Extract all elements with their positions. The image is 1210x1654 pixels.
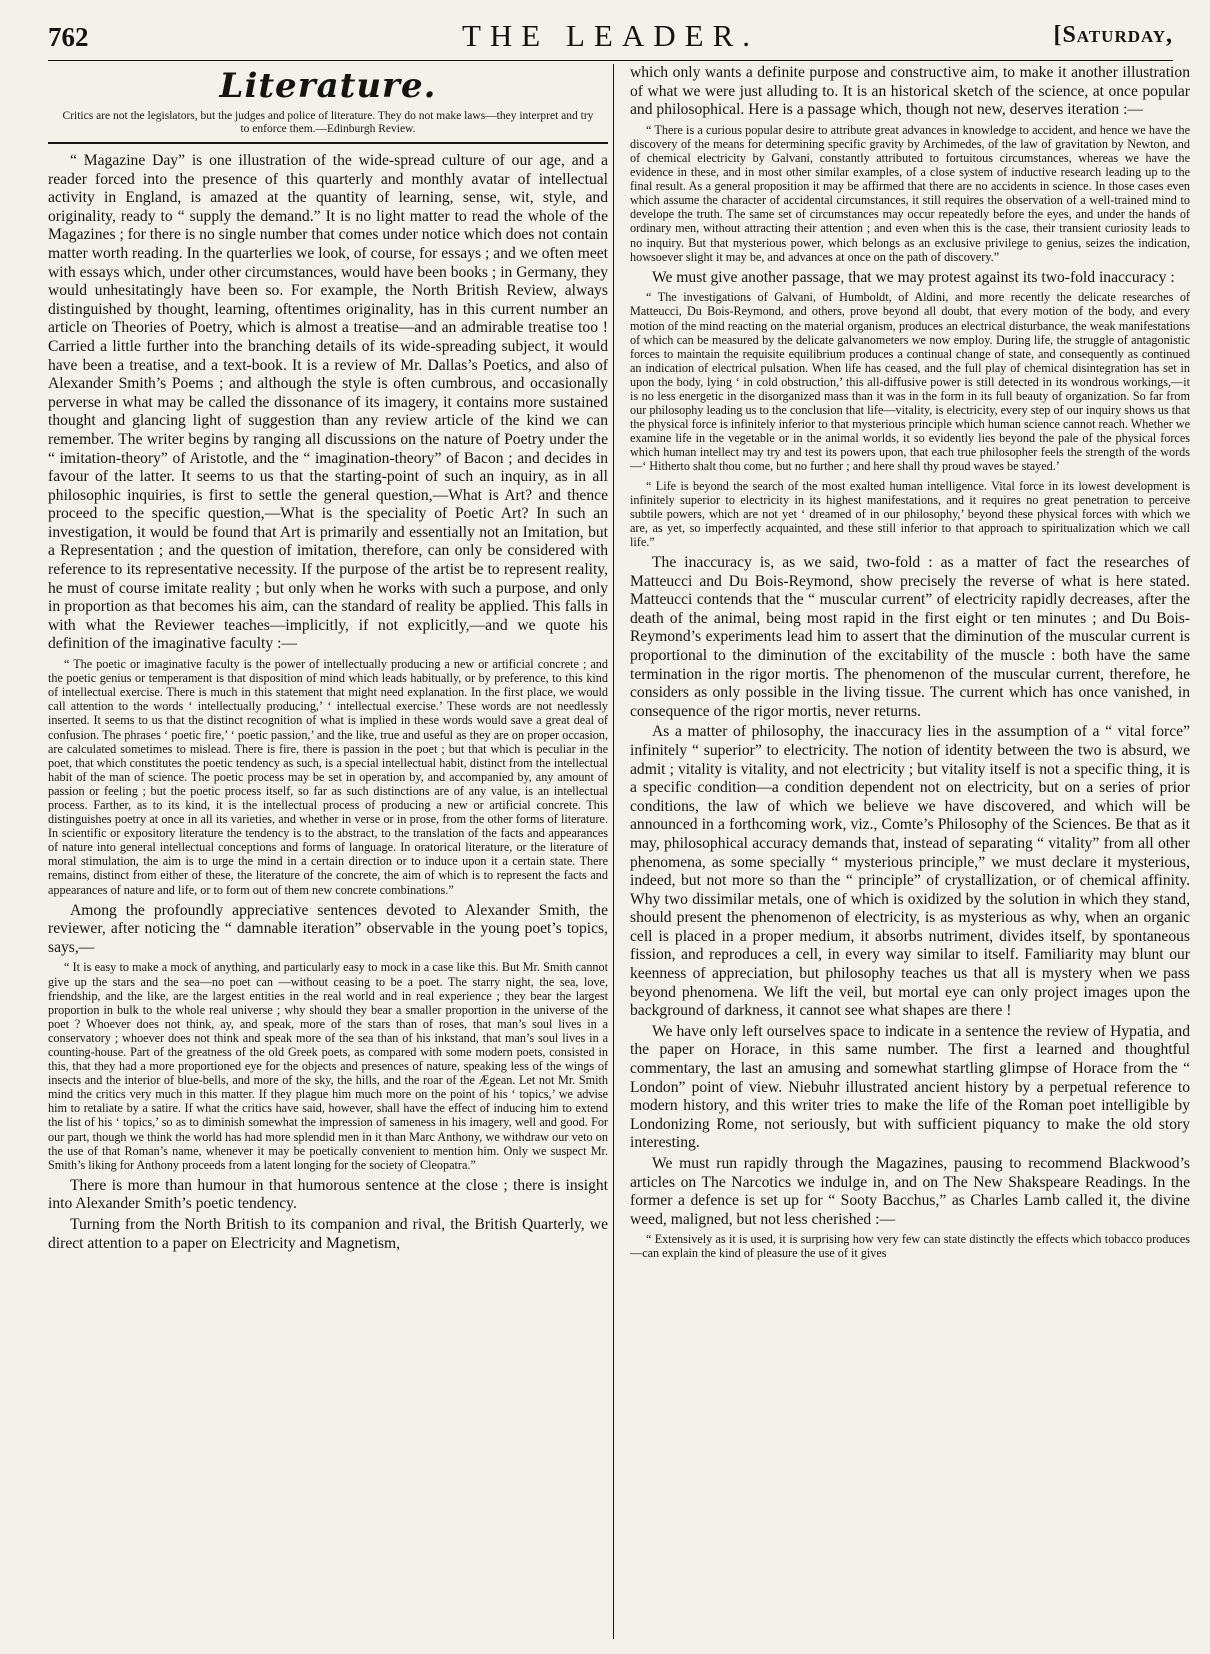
- quoted-passage: “ Extensively as it is used, it is surprising how very few can state distinctly the effects which tobacco produces—can explain the kind of pleasure the use of it gives: [630, 1232, 1190, 1261]
- page-number: 762: [48, 22, 89, 52]
- quoted-passage: “ The poetic or imaginative faculty is the power of intellectually producing a new or artificial concrete ; and the poetic genius or temperament is that disposition of mind which leads habitually, or by preference, to this kind of intellectual exercise. There is much in this statement that might need explanation. In the first place, we would call attention to the words ‘ intellectually producing,’ ‘ intellectual exercise.’ These words are not needlessly inserted. It seems to us that the distinct recognition of what is implied in these words would save a great deal of confusion. The phrases ‘ poetic fire,’ ‘ poetic passion,’ and the like, true and useful as they are on proper occasion, are calculated sometimes to mislead. There is fire, there is passion in the poet ; but that which is peculiar in the poet, that which constitutes the poetic tendency as such, is a special intellectual habit, distinct from the intellectual habit of the man of science. The poetic process may be set in operation by, and accompanied by, any amount of passion or feeling ; but the poetic process itself, so far as such distinctions are of any value, is an intellectual process. Farther, as to its kind, it is the intellectual process of producing a new or artificial concrete. This distinguishes poetry at once in all its varieties, and whether in verse or in prose, from the other forms of literature. In scientific or expository literature the tendency is to the abstract, to the translation of the facts and appearances of nature into general intellectual conceptions and forms of language. In oratorical literature, or the literature of moral stimulation, the aim is to urge the mind in a certain direction or to induce upon it a certain state. There remains, distinct from either of these, the literature of the concrete, the aim of which is to represent the facts and appearances of nature and life, or to form out of them new concrete combinations.”: [48, 657, 608, 897]
- newspaper-title: THE LEADER.: [461, 18, 760, 53]
- right-column: [630, 64, 1190, 1639]
- right-paragraphs: [630, 64, 1190, 1261]
- left-paragraphs: [48, 152, 608, 1253]
- masthead: [48, 6, 1173, 66]
- body-paragraph: The inaccuracy is, as we said, two-fold : as a matter of fact the researches of Matteucci and Du Bois-Reymond, show precisely the reverse of what is here stated. Matteucci contends that the “ muscular current” of electricity rapidly decreases, after the death of the animal, being most rapid in the first eight or ten minutes ; and Du Bois-Reymond’s experiments lead him to assert that the diminution of the muscular current is proportional to the diminution of the excitability of the muscle : both have the same termination in the rigor mortis. The phenomenon of the muscular current, therefore, he considers as only possible in the living tissue. The current which has once vanished, in consequence of the rigor mortis, never returns.: [630, 554, 1190, 720]
- issue-day: [Saturday,: [1053, 22, 1173, 48]
- quoted-passage: “ There is a curious popular desire to attribute great advances in knowledge to accident, and hence we have the discovery of the means for determining specific gravity by Archimedes, of the law of gravitation by Newton, and of chemical electricity by Galvani, constantly attributed to fortuitous circumstances, whereas we have the evidence in these, and in most other similar examples, of a close system of inductive research leading up to the final result. As a general proposition it may be affirmed that there are no accidents in science. In those cases even which assume the character of accidental circumstances, it still requires the observation of a well-trained mind to develope the truth. The same set of circumstances may occur repeatedly before the eyes, and under the hands of ordinary men, without attracting their attention ; and even when this is the case, their transient curiosity leads to no inquiry. But that mysterious power, which belongs as an exclusive privilege to genius, seizes the indication, howsoever slight it may be, and advances at once on the path of discovery.”: [630, 122, 1190, 264]
- quoted-passage: “ The investigations of Galvani, of Humboldt, of Aldini, and more recently the delicate researches of Matteucci, Du Bois-Reymond, and others, prove beyond all doubt, that every motion of the body, and every motion of the mind reacting on the material organism, produces an electrical disturbance, the weak manifestations of which can be measured by the delicate galvanometers we now employ. During life, the struggle of antagonistic forces to maintain the requisite equilibrium produces a continual change of state, and consequently as continued an indication of electrical pulsation. When life has ceased, and the full play of chemical disintegration has set in upon the body, lying ‘ in cold obstruction,’ this all-diffusive power is still detected in its wondrous workings,—it is no less energetic in the disorganized mass than it was in the form in its full beauty of organization. So far from our philosophy leading us to the conclusion that life—vitality, is electricity, every step of our inquiry shows us that the physical force is infinitely inferior to that mysterious principle which human science cannot reach. Whether we examine life in the vegetable or in the animal worlds, it so evidently lies beyond the pale of the physical forces which human intellect may try and test its powers upon, that each true philosopher feels the strength of the words—‘ Hitherto shalt thou come, but no further ; and here shall thy proud waves be stayed.’: [630, 290, 1190, 474]
- body-paragraph: Turning from the North British to its companion and rival, the British Quarterly, we direct attention to a paper on Electricity and Magnetism,: [48, 1216, 608, 1252]
- masthead-rule: [48, 60, 1173, 61]
- quoted-passage: “ Life is beyond the search of the most exalted human intelligence. Vital force in its lowest development is infinitely superior to electricity in its highest manifestations, and it requires no great penetration to perceive subtile powers, which are not yet ‘ dreamed of in our philosophy,’ beyond these physical forces with which we are, as yet, so imperfectly acquainted, and these still inferior to that approach to spiritualization which we call life.”: [630, 478, 1190, 549]
- left-column: [48, 64, 608, 1639]
- quoted-passage: “ It is easy to make a mock of anything, and particularly easy to mock in a case like this. But Mr. Smith cannot give up the stars and the sea—no poet can —without ceasing to be a poet. The starry night, the sea, love, friendship, and the like, are the largest entities in the real world and in real experience ; they bear the largest proportion in bulk to the whole real universe ; why should they bear a smaller proportion in the universe of the poet ? Whoever does not think, ay, and speak, more of the stars than of roses, that man’s soul lives in a conservatory ; whoever does not think and speak more of the sea than of his inkstand, that man’s soul lives in a counting-house. Part of the greatness of the old Greek poets, as compared with some modern poets, consisted in this, that they had a more proportioned eye for the objects and presences of nature, speaking less of the wings of insects and the interior of blue-bells, and more of the sky, the hills, and the roar of the Ægean. Let not Mr. Smith mind the critics very much in this matter. If they plague him much more on the point of his ‘ topics,’ we advise him to retaliate by a satire. If what the critics have said, however, shall have the effect of inducing him to extend the list of his ‘ topics,’ so as to diminish somewhat the impression of sameness in his imagery, well and good. For our part, though we think the world has had more splendid men in it than Marc Anthony, we withdraw our veto on the use of that Roman’s name, whenever it may be poetically convenient to mention him. Only we suspect Mr. Smith’s liking for Anthony proceeds from a latent longing for the society of Cleopatra.”: [48, 960, 608, 1172]
- body-paragraph: As a matter of philosophy, the inaccuracy lies in the assumption of a “ vital force” infinitely “ superior” to electricity. The notion of identity between the two is absurd, we admit ; vitality is vitality, and not electricity ; but vitality itself is not a specific thing, it is a specific condition—a condition dependent not on electricity, but on a series of prior conditions, the law of which we believe we have discovered, and which will be announced in a forthcoming work, viz., Comte’s Philosophy of the Sciences. Be that as it may, philosophical accuracy demands that, instead of separating “ vitality” from all other phenomena, as some specially “ mysterious principle,” we must declare it mysterious, indeed, but not more so than the “ principle” of crystallization, or of chemical affinity. Why two dissimilar metals, one of which is oxidized by the solution in which they stand, should present the phenomenon of electricity, is as mysterious as why, when an organic cell is placed in a proper medium, it absorbs nutriment, divides itself, by spontaneous fission, and reproduces a cell, in every way similar to itself. Familiarity may blunt our keenness of appreciation, but philosophy teaches us that all is mystery when we pass beyond phenomena. We lift the veil, but mortal eye can only project images upon the background of darkness, it cannot see what shapes are there !: [630, 723, 1190, 1020]
- column-divider: [613, 64, 614, 1639]
- body-paragraph: “ Magazine Day” is one illustration of the wide-spread culture of our age, and a reader forced into the presence of this quarterly and monthly avatar of intellectual activity in England, is amazed at the quantity of learning, sense, wit, style, and originality, ready to “ supply the demand.” It is no light matter to read the whole of the Magazines ; for there is no single number that comes under notice which does not contain matter worth reading. In the quarterlies we look, of course, for essays ; and we often meet with essays which, under other circumstances, would have been books ; in Germany, they would unhesitatingly have been so. For example, the North British Review, always distinguished by thought, learning, oftentimes originality, has in this current number an article on Theories of Poetry, which is almost a treatise—and an admirable treatise too ! Carried a little further into the branching details of its wide-spreading subject, it would have been a treatise, and a text-book. It is a review of Mr. Dallas’s Poetics, and also of Alexander Smith’s Poems ; and although the style is often cumbrous, and occasionally perverse in what may be called the dissonance of its imagery, it contains more sustained thought and glancing light of suggestion than any review article of the kind we can remember. The writer begins by ranging all discussions on the nature of Poetry under the “ imitation-theory” of Aristotle, and the “ imagination-theory” of Bacon ; and decides in favour of the latter. It seems to us that the starting-point of such an inquiry, as in all philosophic inquiries, is first to settle the general question,—What is Art? and thence proceed to the specific question,—What is the speciality of Poetic Art? In such an investigation, it would be found that Art is primarily and essentially not an Imitation, but a Representation ; and the question of imitation, therefore, can only be considered with reference to its representative necessity. If the purpose of the artist be to represent reality, he must of course imitate reality ; but only when he works with such a purpose, and only in proportion as that becomes his aim, can the standard of reality be applied. This falls in with what the Reviewer teaches—implicitly, if not explicitly,—and we quote his definition of the imaginative faculty :—: [48, 152, 608, 653]
- body-paragraph: which only wants a definite purpose and constructive aim, to make it another illustration of what we were just alluding to. It is an historical sketch of the science, at once popular and philosophical. Here is a passage which, though not new, deserves iteration :—: [630, 64, 1190, 119]
- body-paragraph: We must run rapidly through the Magazines, pausing to recommend Blackwood’s articles on The Narcotics we indulge in, and on The New Shakspeare Readings. In the former a defence is set up for “ Sooty Bacchus,” as Charles Lamb called it, the divine weed, maligned, but not less cherished :—: [630, 1155, 1190, 1228]
- body-paragraph: We have only left ourselves space to indicate in a sentence the review of Hypatia, and the paper on Horace, in this same number. The first a learned and thoughtful commentary, the last an amusing and somewhat startling glimpse of Horace from the “ London” point of view. Niebuhr illustrated ancient history by a perpetual reference to modern history, and this writer tries to make the life of the Roman poet intelligible by Londonizing Rome, not seriously, but with sufficient piquancy to make the old story interesting.: [630, 1022, 1190, 1152]
- epigraph-rule: [48, 142, 608, 144]
- epigraph: Critics are not the legislators, but the judges and police of literature. They do not make laws—they interpret and try to enforce them.—Edinburgh Review.: [62, 110, 594, 135]
- body-paragraph: There is more than humour in that humorous sentence at the close ; there is insight into Alexander Smith’s poetic tendency.: [48, 1176, 608, 1213]
- body-paragraph: Among the profoundly appreciative sentences devoted to Alexander Smith, the reviewer, after noticing the “ damnable iteration” observable in the young poet’s topics, says,—: [48, 901, 608, 956]
- body-paragraph: We must give another passage, that we may protest against its two-fold inaccuracy :: [652, 268, 1175, 286]
- section-heading: Literature.: [219, 66, 437, 106]
